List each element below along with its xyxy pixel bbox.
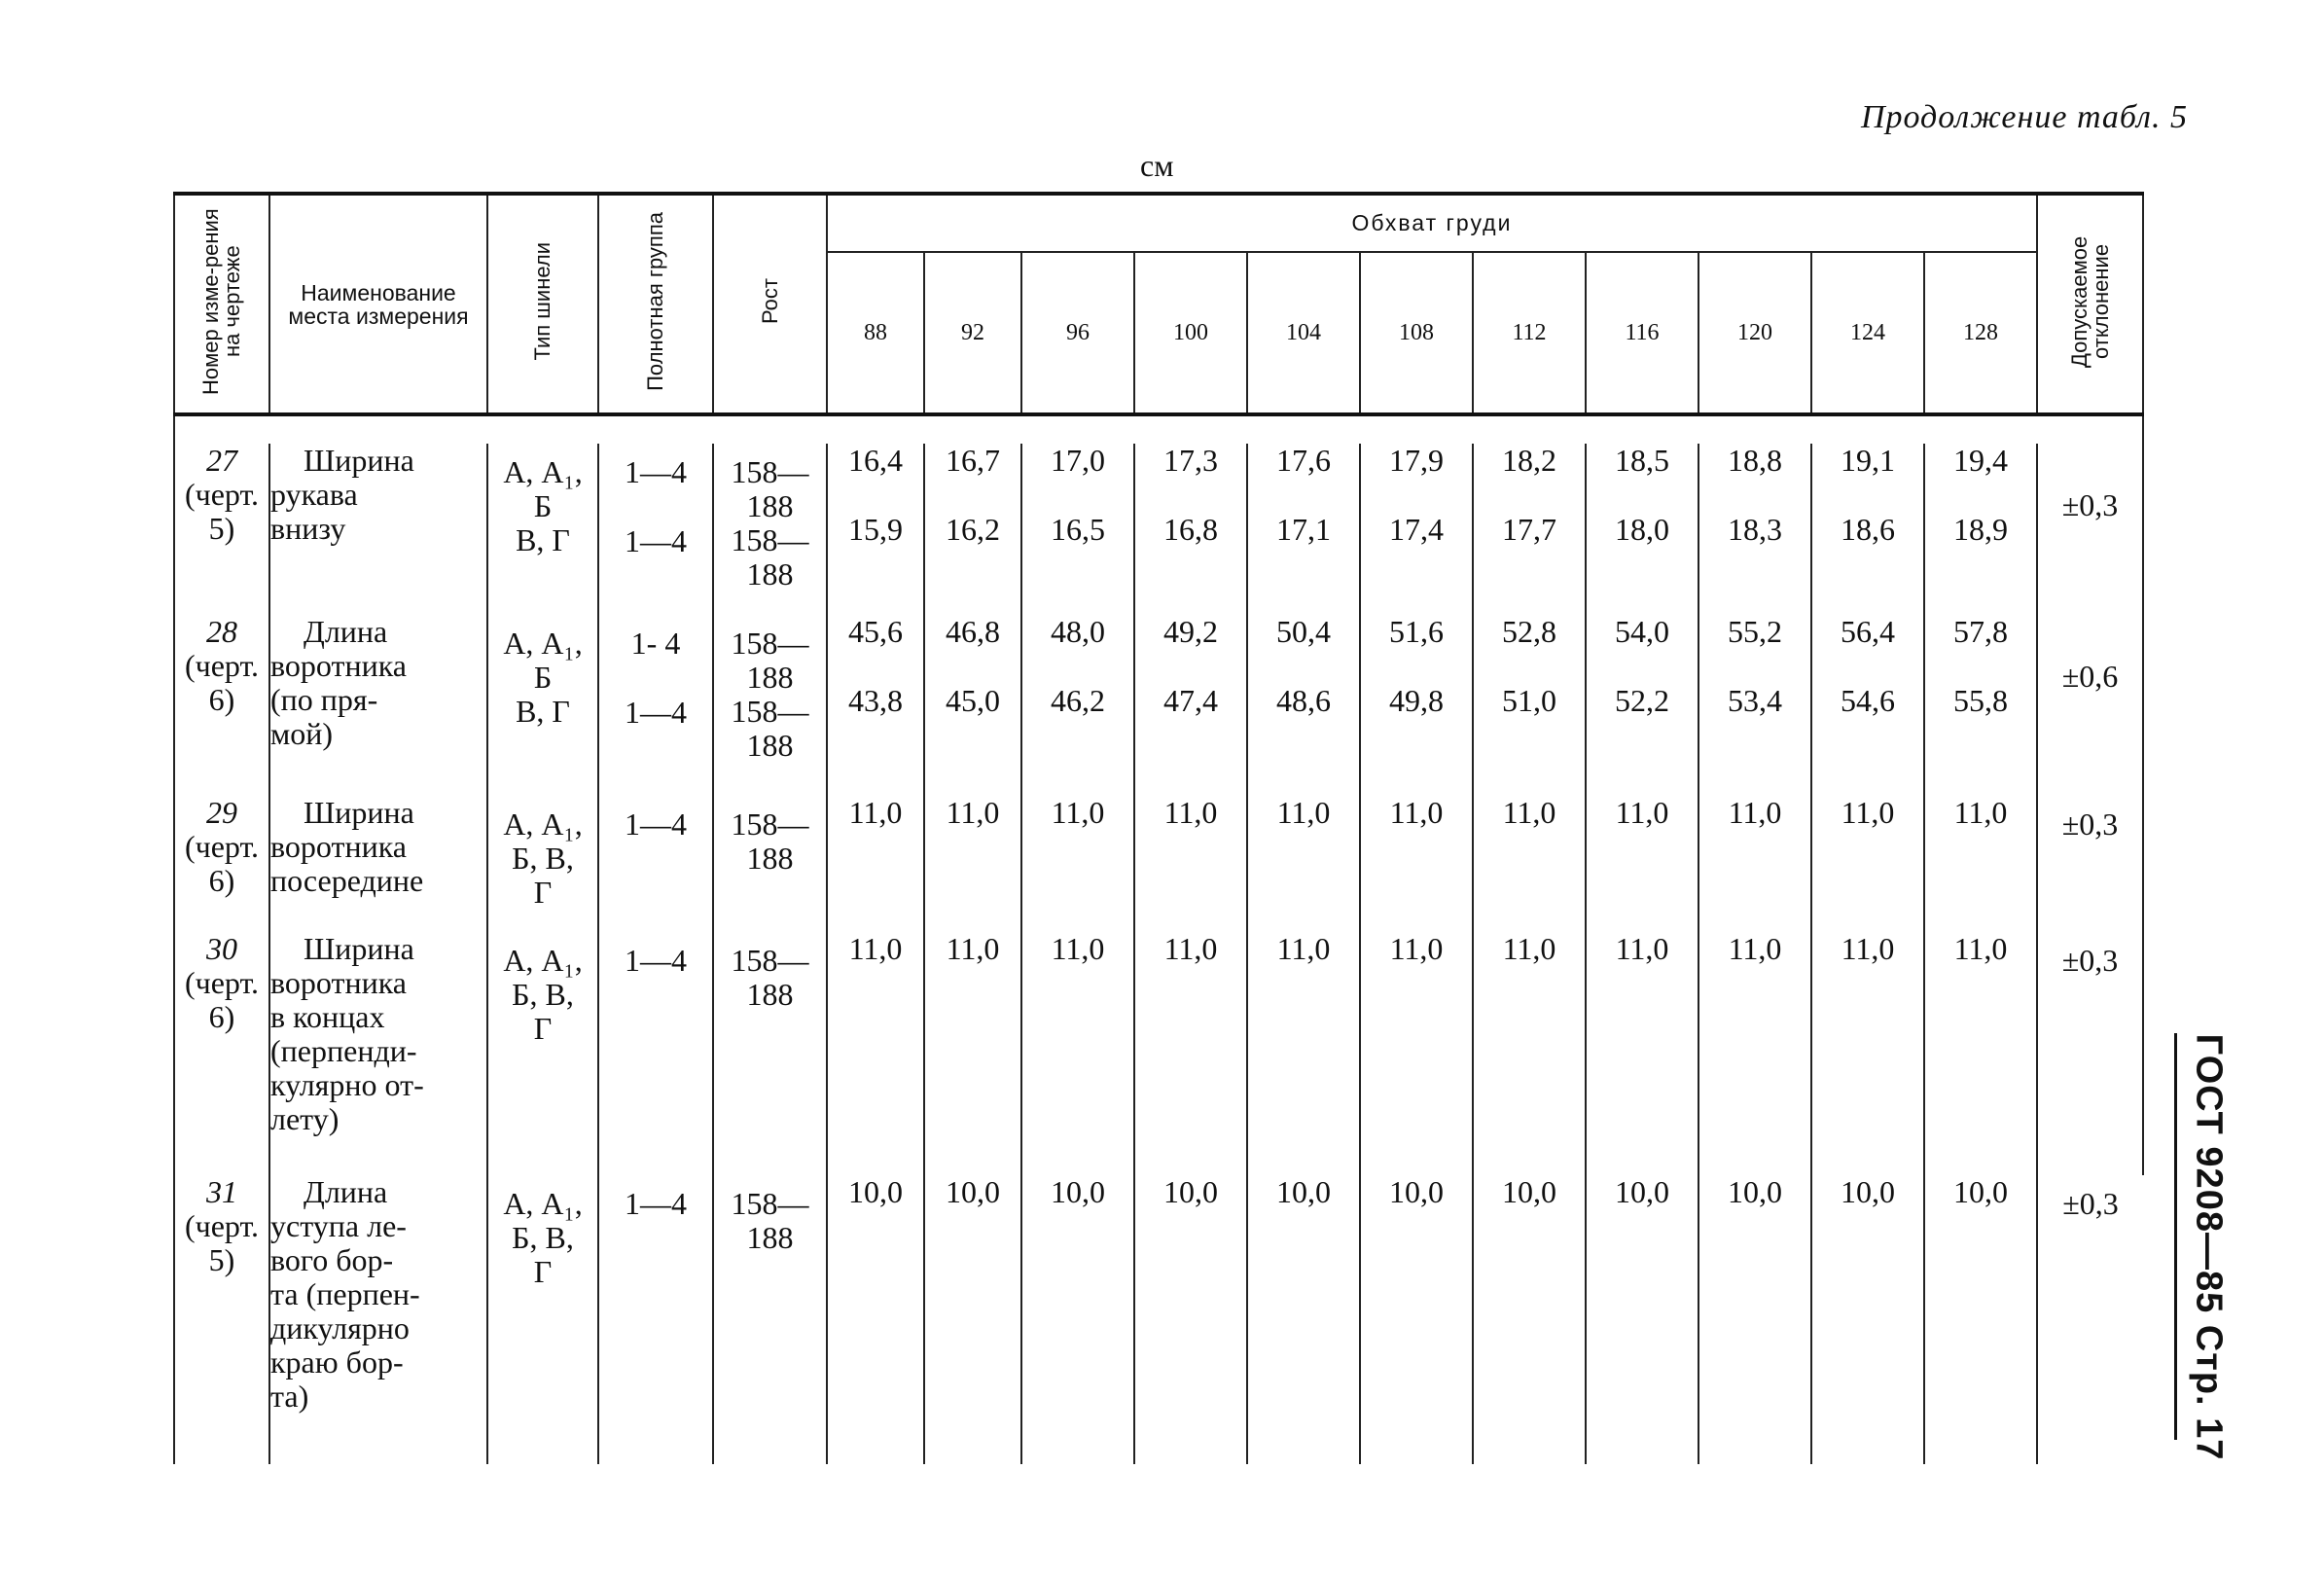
row-number-cell: 29 (черт. 6) bbox=[174, 796, 269, 932]
header-group: Полнотная группа bbox=[598, 194, 713, 414]
value-cell: 51,6 49,8 bbox=[1360, 615, 1473, 796]
table-continuation-label: Продолжение табл. 5 bbox=[1860, 99, 2188, 135]
value-cell: 11,0 bbox=[1134, 796, 1247, 932]
value-cell: 52,8 51,0 bbox=[1473, 615, 1586, 796]
value-cell: 11,0 bbox=[924, 796, 1021, 932]
value-cell: 11,0 bbox=[1360, 932, 1473, 1175]
row-type-cell: А, А₁, Б В, Г bbox=[487, 444, 598, 615]
row-name-cell: Длина уступа ле- вого бор- та (перпен- дикулярно краю бор- та) bbox=[269, 1175, 487, 1464]
value-cell: 10,0 bbox=[1021, 1175, 1134, 1464]
row-group-cell: 1- 4 1—4 bbox=[598, 615, 713, 796]
row-name-cell: Ширина воротника посередине bbox=[269, 796, 487, 932]
value-cell: 48,0 46,2 bbox=[1021, 615, 1134, 796]
value-cell: 50,4 48,6 bbox=[1247, 615, 1360, 796]
value-cell: 11,0 bbox=[1134, 932, 1247, 1175]
value-cell: 18,2 17,7 bbox=[1473, 444, 1586, 615]
row-height-cell: 158— 188 bbox=[713, 1175, 827, 1464]
value-cell: 10,0 bbox=[1247, 1175, 1360, 1464]
tolerance-cell: ±0,3 bbox=[2037, 932, 2143, 1175]
value-cell: 11,0 bbox=[1021, 932, 1134, 1175]
value-cell: 54,0 52,2 bbox=[1586, 615, 1698, 796]
header-type: Тип шинели bbox=[487, 194, 598, 414]
row-name-cell: Ширина рукава внизу bbox=[269, 444, 487, 615]
value-cell: 10,0 bbox=[827, 1175, 924, 1464]
value-cell: 16,4 15,9 bbox=[827, 444, 924, 615]
value-cell: 49,2 47,4 bbox=[1134, 615, 1247, 796]
table-row bbox=[174, 615, 2143, 796]
row-number-cell: 28 (черт. 6) bbox=[174, 615, 269, 796]
row-height-cell: 158— 188 158— 188 bbox=[713, 444, 827, 615]
header-height: Рост bbox=[713, 194, 827, 414]
row-group-cell: 1—4 bbox=[598, 796, 713, 932]
side-rule bbox=[2174, 1033, 2177, 1440]
value-cell: 19,4 18,9 bbox=[1924, 444, 2037, 615]
girth-112: 112 bbox=[1473, 252, 1586, 414]
header-number: Номер изме-рения на чертеже bbox=[174, 194, 269, 414]
value-cell: 18,8 18,3 bbox=[1698, 444, 1811, 615]
value-cell: 11,0 bbox=[827, 796, 924, 932]
value-cell: 19,1 18,6 bbox=[1811, 444, 1924, 615]
tolerance-cell: ±0,3 bbox=[2037, 796, 2143, 932]
header-girth: Обхват груди bbox=[827, 194, 2037, 252]
value-cell: 11,0 bbox=[924, 932, 1021, 1175]
value-cell: 11,0 bbox=[1586, 932, 1698, 1175]
value-cell: 11,0 bbox=[1021, 796, 1134, 932]
value-cell: 10,0 bbox=[1586, 1175, 1698, 1464]
girth-92: 92 bbox=[924, 252, 1021, 414]
row-number-cell: 30 (черт. 6) bbox=[174, 932, 269, 1175]
row-type-cell: А, А₁, Б, В, Г bbox=[487, 796, 598, 932]
row-group-cell: 1—4 bbox=[598, 1175, 713, 1464]
row-name-cell: Ширина воротника в концах (перпенди- кулярно от- лету) bbox=[269, 932, 487, 1175]
row-number-cell: 31 (черт. 5) bbox=[174, 1175, 269, 1464]
row-type-cell: А, А₁, Б, В, Г bbox=[487, 1175, 598, 1464]
value-cell: 45,6 43,8 bbox=[827, 615, 924, 796]
row-type-cell: А, А₁, Б В, Г bbox=[487, 615, 598, 796]
value-cell: 11,0 bbox=[1924, 932, 2037, 1175]
table-row bbox=[174, 796, 2143, 932]
girth-104: 104 bbox=[1247, 252, 1360, 414]
row-name-cell: Длина воротника (по пря- мой) bbox=[269, 615, 487, 796]
value-cell: 17,6 17,1 bbox=[1247, 444, 1360, 615]
girth-124: 124 bbox=[1811, 252, 1924, 414]
girth-108: 108 bbox=[1360, 252, 1473, 414]
row-type-cell: А, А₁, Б, В, Г bbox=[487, 932, 598, 1175]
girth-88: 88 bbox=[827, 252, 924, 414]
row-group-cell: 1—4 bbox=[598, 932, 713, 1175]
value-cell: 11,0 bbox=[1924, 796, 2037, 932]
table-row bbox=[174, 444, 2143, 615]
side-page-label bbox=[2150, 1033, 2267, 1461]
value-cell: 55,2 53,4 bbox=[1698, 615, 1811, 796]
girth-116: 116 bbox=[1586, 252, 1698, 414]
row-height-cell: 158— 188 158— 188 bbox=[713, 615, 827, 796]
value-cell: 11,0 bbox=[1473, 796, 1586, 932]
value-cell: 11,0 bbox=[1811, 796, 1924, 932]
value-cell: 10,0 bbox=[1134, 1175, 1247, 1464]
value-cell: 11,0 bbox=[1698, 796, 1811, 932]
row-number-cell: 27 (черт. 5) bbox=[174, 444, 269, 615]
tolerance-cell: ±0,6 bbox=[2037, 615, 2143, 796]
girth-120: 120 bbox=[1698, 252, 1811, 414]
value-cell: 11,0 bbox=[1247, 932, 1360, 1175]
header-name: Наименование места измерения bbox=[269, 194, 487, 414]
row-height-cell: 158— 188 bbox=[713, 932, 827, 1175]
unit-label: см bbox=[1140, 148, 1174, 183]
girth-100: 100 bbox=[1134, 252, 1247, 414]
table-row bbox=[174, 932, 2143, 1175]
value-cell: 11,0 bbox=[1247, 796, 1360, 932]
girth-128: 128 bbox=[1924, 252, 2037, 414]
value-cell: 11,0 bbox=[1473, 932, 1586, 1175]
row-height-cell: 158— 188 bbox=[713, 796, 827, 932]
value-cell: 11,0 bbox=[827, 932, 924, 1175]
value-cell: 11,0 bbox=[1698, 932, 1811, 1175]
header-tolerance: Допускаемое отклонение bbox=[2037, 194, 2143, 414]
value-cell: 57,8 55,8 bbox=[1924, 615, 2037, 796]
value-cell: 11,0 bbox=[1360, 796, 1473, 932]
value-cell: 10,0 bbox=[1473, 1175, 1586, 1464]
value-cell: 17,9 17,4 bbox=[1360, 444, 1473, 615]
value-cell: 17,0 16,5 bbox=[1021, 444, 1134, 615]
value-cell: 46,8 45,0 bbox=[924, 615, 1021, 796]
side-page-text: ГОСТ 9208—85 Стр. 17 bbox=[2188, 1033, 2230, 1461]
girth-96: 96 bbox=[1021, 252, 1134, 414]
value-cell: 11,0 bbox=[1811, 932, 1924, 1175]
value-cell: 10,0 bbox=[1811, 1175, 1924, 1464]
tolerance-cell: ±0,3 bbox=[2037, 444, 2143, 615]
tolerance-cell: ±0,3 bbox=[2037, 1175, 2143, 1464]
value-cell: 10,0 bbox=[924, 1175, 1021, 1464]
value-cell: 10,0 bbox=[1698, 1175, 1811, 1464]
table-row bbox=[174, 1175, 2143, 1464]
value-cell: 10,0 bbox=[1360, 1175, 1473, 1464]
value-cell: 11,0 bbox=[1586, 796, 1698, 932]
value-cell: 56,4 54,6 bbox=[1811, 615, 1924, 796]
value-cell: 10,0 bbox=[1924, 1175, 2037, 1464]
measurement-table bbox=[173, 192, 2144, 1464]
value-cell: 16,7 16,2 bbox=[924, 444, 1021, 615]
row-group-cell: 1—4 1—4 bbox=[598, 444, 713, 615]
value-cell: 17,3 16,8 bbox=[1134, 444, 1247, 615]
value-cell: 18,5 18,0 bbox=[1586, 444, 1698, 615]
